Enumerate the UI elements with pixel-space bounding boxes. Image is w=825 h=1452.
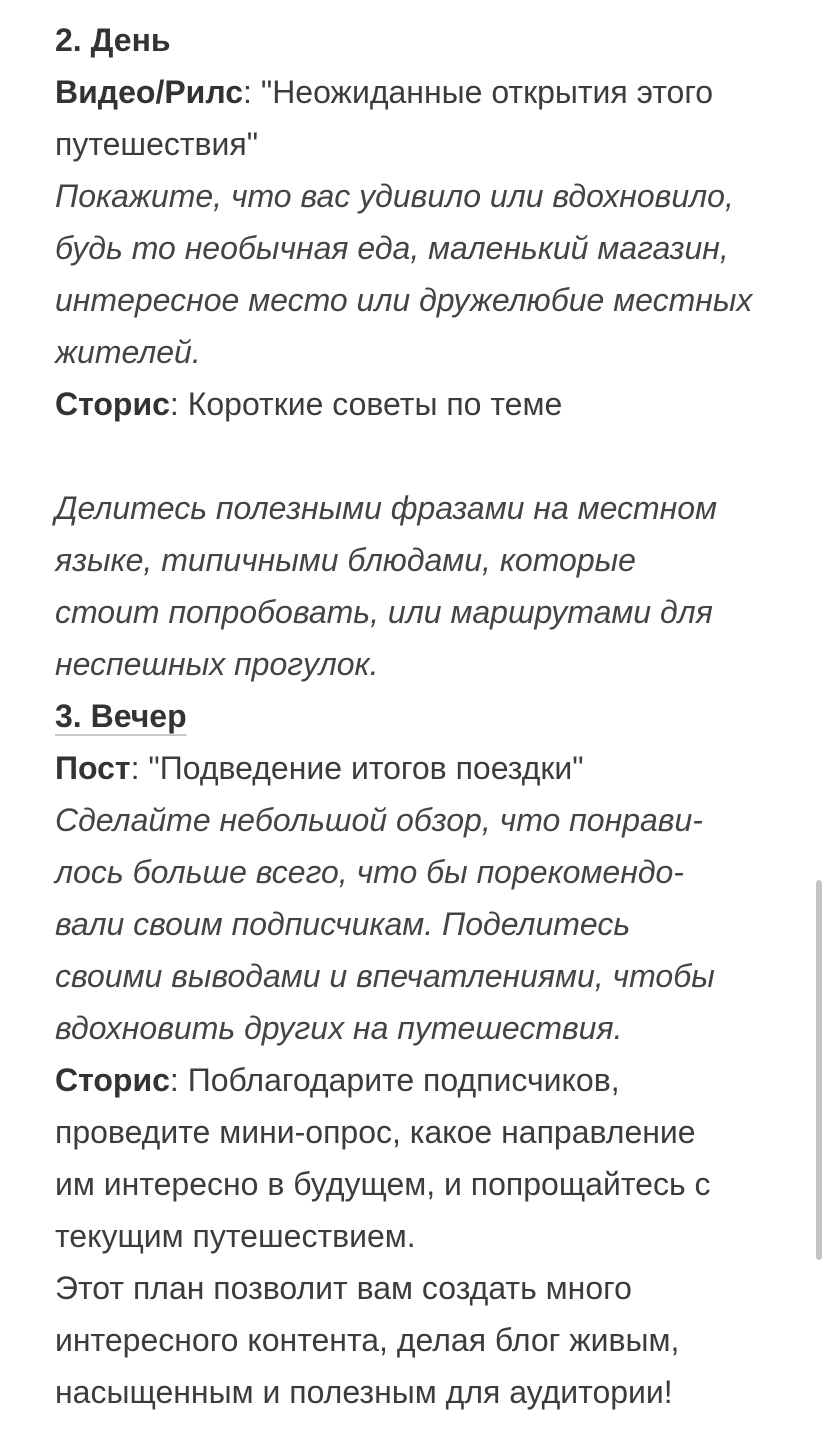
post-title: "Подведение итогов поездки" bbox=[148, 750, 584, 786]
evening-stories-separator: : bbox=[169, 1062, 188, 1098]
post-description-line: Сделайте небольшой обзор, что понрави- bbox=[55, 802, 703, 838]
evening-stories-text-line: им интересно в будущем, и попрощайтесь с bbox=[55, 1166, 711, 1202]
day-stories-text: Короткие советы по теме bbox=[187, 386, 563, 422]
day-stories-line bbox=[55, 378, 795, 430]
day-stories-label: Сторис bbox=[55, 386, 170, 422]
conclusion-line: интересного контента, делая блог живым, bbox=[55, 1322, 680, 1358]
evening-stories-label: Сторис bbox=[55, 1062, 170, 1098]
video-line bbox=[55, 66, 795, 118]
day-stories-description-line: стоит попробовать, или маршрутами для bbox=[55, 594, 713, 630]
message-content bbox=[55, 14, 795, 1418]
video-description-line: интересное место или дружелюбие местных bbox=[55, 282, 753, 318]
evening-stories-text-line: текущим путешествием. bbox=[55, 1218, 416, 1254]
post-description-line: лось больше всего, что бы порекомендо- bbox=[55, 854, 684, 890]
day-stories-description-line: Делитесь полезными фразами на местном bbox=[55, 490, 717, 526]
video-title-part1: "Неожиданные открытия этого bbox=[260, 74, 714, 110]
vertical-scrollbar[interactable] bbox=[816, 880, 822, 1260]
video-label: Видео/Рилс bbox=[55, 74, 244, 110]
evening-stories-text-line: проведите мини-опрос, какое направление bbox=[55, 1114, 696, 1150]
day-stories-separator: : bbox=[169, 386, 188, 422]
paragraph-gap bbox=[55, 430, 795, 482]
post-description-line: вали своим подписчикам. Поделитесь bbox=[55, 906, 631, 942]
conclusion-line: насыщенным и полезным для аудитории! bbox=[55, 1374, 673, 1410]
post-label: Пост bbox=[55, 750, 131, 786]
conclusion-line: Этот план позволит вам создать много bbox=[55, 1270, 632, 1306]
evening-stories-line bbox=[55, 1054, 795, 1106]
post-line bbox=[55, 742, 795, 794]
day-heading: 2. День bbox=[55, 22, 171, 58]
post-description-line: вдохновить других на путешествия. bbox=[55, 1010, 623, 1046]
video-separator: : bbox=[243, 74, 261, 110]
day-stories-description-line: языке, типичными блюдами, которые bbox=[55, 542, 636, 578]
video-description-line: будь то необычная еда, маленький магазин, bbox=[55, 230, 729, 266]
video-description-line: жителей. bbox=[55, 334, 201, 370]
day-stories-description-line: неспешных прогулок. bbox=[55, 646, 379, 682]
post-description-line: своими выводами и впечатлениями, чтобы bbox=[55, 958, 715, 994]
video-title-part2: путешествия" bbox=[55, 126, 259, 162]
evening-heading bbox=[55, 690, 795, 742]
post-separator: : bbox=[130, 750, 149, 786]
video-description-line: Покажите, что вас удивило или вдохновило, bbox=[55, 178, 734, 214]
evening-heading-text: 3. Вечер bbox=[55, 698, 187, 734]
evening-stories-text-part1: Поблагодарите подписчиков, bbox=[187, 1062, 620, 1098]
